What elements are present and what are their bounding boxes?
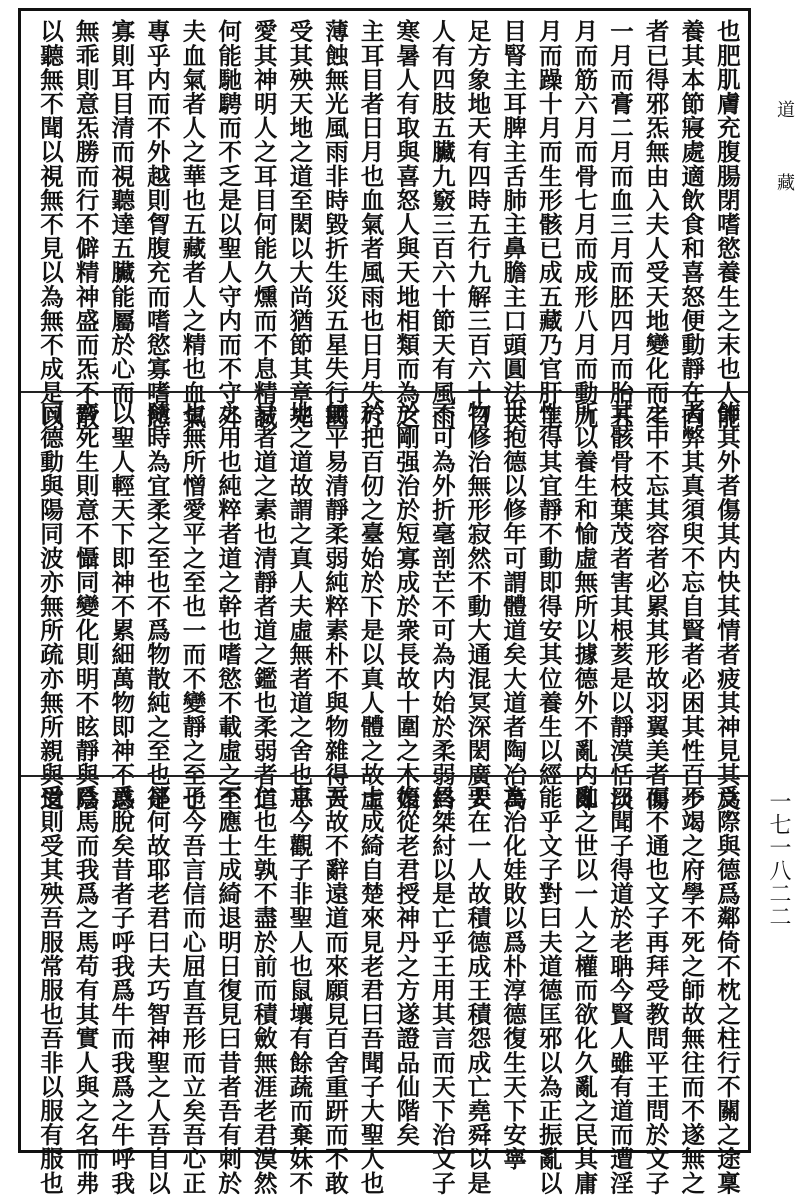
text-column: 世抱德以修年可謂體道矣大道者陶冶萬 [499, 401, 528, 811]
text-column: 子今吾言信而心屈直吾形而立矣吾心正 [178, 785, 207, 1195]
text-column: 亂之世以一人之權而欲化久亂之民其庸 [570, 785, 599, 1195]
text-column: 以聽無不聞以視無不見以為無不成是以 [36, 19, 64, 429]
text-column: 所以養生和愉虛無所以據德外不亂内即 [570, 401, 599, 811]
text-column: 性得其宜靜不動即得安其位養生以經 [534, 401, 563, 787]
text-column: 郤何故耶老君曰夫巧智神聖之人吾自以 [142, 785, 171, 1195]
text-column: 爲脫矣昔者子呼我爲牛而我爲之牛呼我 [107, 785, 136, 1195]
text-column: 不竭之府學不死之師故無往而不遂無之 [677, 785, 706, 1195]
text-column: 足方象地天有四時五行九解三百六十日 [463, 19, 492, 429]
text-column: 月而筋六月而骨七月而成形八月而動九 [570, 19, 599, 429]
text-column: 月而躁十月而生形骸已成五藏乃官肝主 [534, 19, 563, 429]
text-column: 昌桀紂以是亡乎王用其言而天下治文子 [427, 785, 456, 1195]
text-column: 何能馳騁而不乏是以聖人守内而不守外 [214, 19, 243, 429]
panel-top [21, 11, 748, 429]
text-columns [33, 401, 741, 811]
text-column: 其骸骨枝葉茂者害其根荄是以靜漠恬淡 [606, 401, 634, 811]
text-column: 之中不忘其容者必累其形故羽翼美者傷 [641, 401, 670, 811]
text-column: 爲馬而我爲之馬苟有其實人與之名而弗 [71, 785, 100, 1195]
text-column: 以聖人輕天下即神不累細萬物即神不惑 [107, 401, 136, 811]
text-column: 無平易清靜柔弱純粹素朴不與物雜得天 [321, 401, 349, 811]
margin-title: 道藏 [774, 100, 795, 246]
text-column: 專乎内而不外越則胷腹充而嗜慾寡嗜慾 [142, 19, 171, 429]
panel-bottom [21, 775, 748, 1195]
text-column: 之用也純粹者道之幹也嗜慾不載虛之至 [214, 401, 243, 811]
text-column: 一月而膏二月而血三月而胚四月而胎五 [606, 19, 634, 429]
text-column: 者弊其真須臾不忘自賢者必困其性百步 [677, 401, 706, 811]
text-column: 於把百仞之臺始於下是以真人體之故虛 [356, 401, 385, 811]
text-column: 愛其神明人之耳目何能久燻而不息精誠 [249, 19, 278, 429]
text-column: 無乖則意炁勝而行不僻精神盛而炁不散 [71, 19, 100, 429]
text-column: 易者道之素也清靜者道之鑑也柔弱者道 [249, 401, 278, 811]
text-column: 主耳目者日月也血氣者風雨也日月失行 [356, 19, 385, 429]
text-column: 曰聞子得道於老聃今賢人雖有道而遭淫 [606, 785, 634, 1195]
text-column: 為治化娃敗以爲朴淳德復生天下安寧 [499, 785, 528, 1171]
text-column: 息今觀子非聖人也鼠壤有餘蔬而棄妹不 [285, 785, 314, 1195]
page-number: 一七一八二二 [766, 790, 791, 928]
text-column: 寒暑人有取與喜怒人與天地相類而為之 [392, 19, 421, 429]
text-column: 目腎主耳脾主舌肺主鼻膽主口頭圓法天 [499, 19, 528, 429]
text-column: 齊死生則意不懾同變化則明不眩靜與陰 [71, 401, 100, 811]
text-column: 受其殃天地之道至閎以大尚猶節其章光 [285, 19, 314, 429]
page-frame [18, 8, 751, 1195]
text-column: 飾其外者傷其内快其情者疲其神見其文 [712, 401, 741, 811]
text-columns [33, 785, 741, 1195]
text-column: 士成綺自楚來見老君曰吾聞子大聖人也 [356, 785, 385, 1195]
text-column: 者已得邪炁無由入夫人受天地變化而生 [641, 19, 670, 429]
text-column: 隨時為宜柔之至也不爲物散純之至也是 [142, 401, 171, 811]
text-column: 同德動與陽同波亦無所疏亦無所親與道 [36, 401, 64, 811]
text-column: 而不通也文子再拜受教問平王問於文子 [641, 785, 670, 1195]
text-column: 也無所憎愛平之至也一而不變靜之至也 [178, 401, 207, 811]
text-column: 寡則耳目清而視聽達五臟能屬於心而 [107, 19, 136, 405]
text-column: 復從老君授神丹之方遂證品仙階矣 [392, 785, 421, 1147]
text-column: 物修治無形寂然不動大通混冥深閎廣大 [463, 401, 492, 811]
text-column: 夫血氣者人之華也五藏者人之精也血氣 [178, 19, 207, 429]
text-column: 於剛强治於短寡成於衆長故十圍之木始 [392, 401, 421, 811]
text-column: 地之道故謂之真人夫虛無者道之舍也平 [285, 401, 314, 811]
text-column: 吾故不辭遠道而來願見百舍重趼而不敢 [321, 785, 349, 1195]
text-column: 不應士成綺退明日復見曰昔者吾有刺於 [214, 785, 243, 1195]
text-column: 受則受其殃吾服常服也吾非以服有服也 [36, 785, 64, 1195]
text-column: 要在一人故積德成王積怨成亡堯舜以是 [463, 785, 492, 1195]
text-column: 也肥肌膚充腹腸閉嗜慾養生之末也人能 [712, 19, 741, 429]
text-column: 爲際與德爲鄰倚不枕之柱行不關之途稟 [712, 785, 741, 1195]
text-column: 薄蝕無光風雨非時毀折生災五星失行國 [321, 19, 349, 429]
text-column: 養其本節寢處適飲食和喜怒便動靜在内 [677, 19, 706, 429]
text-column: 仁也生孰不盡於前而積斂無涯老君漠然 [249, 785, 278, 1195]
panel-middle [21, 391, 748, 811]
text-column: 人有四肢五臟九竅三百六十節天有風雨 [427, 19, 456, 429]
text-column: 不可為外折毫剖芒不可為内始於柔弱終 [427, 401, 456, 811]
text-column: 能乎文子對曰夫道德匡邪以為正振亂以 [534, 785, 563, 1195]
text-columns [33, 19, 741, 429]
